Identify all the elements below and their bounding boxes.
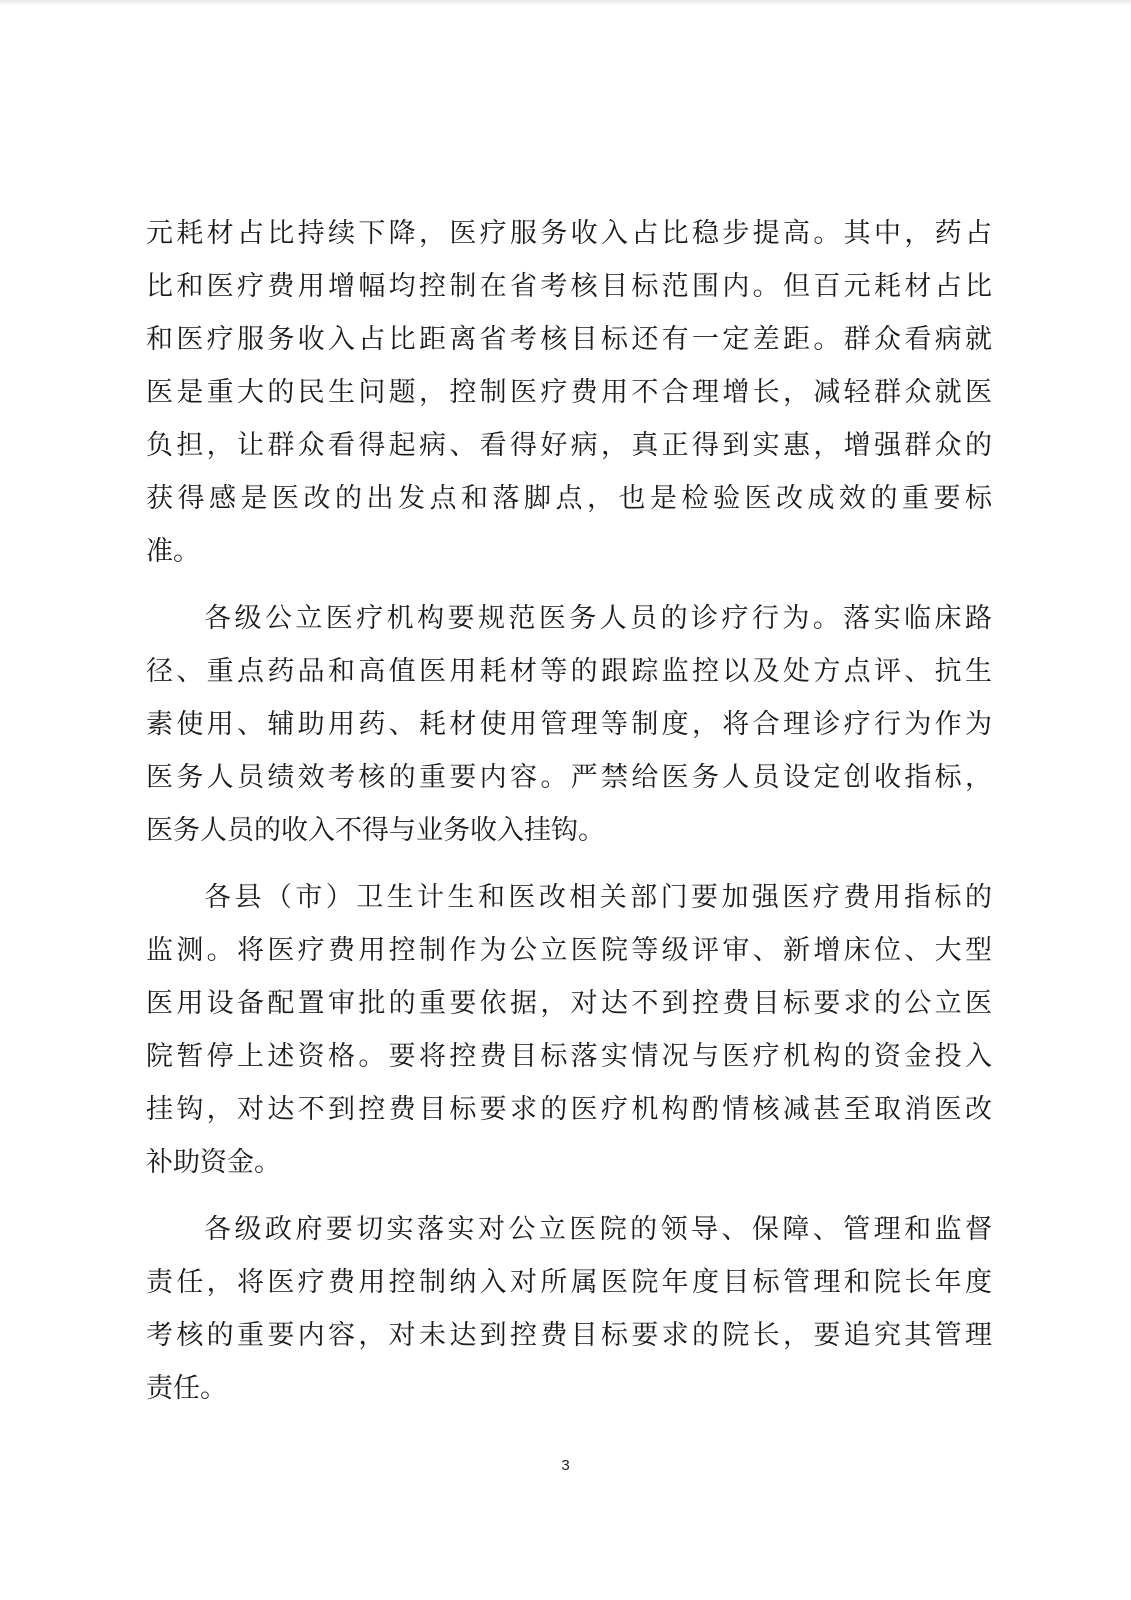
text-line: 各级政府要切实落实对公立医院的领导、保障、管理和监督: [204, 1214, 992, 1245]
paragraph-gap: [146, 578, 992, 592]
text-line: 和医疗服务收入占比距离省考核目标还有一定差距。群众看病就: [146, 324, 992, 355]
paragraph-gap: [146, 857, 992, 871]
text-line: 元耗材占比持续下降，医疗服务收入占比稳步提高。其中，药占: [146, 218, 992, 249]
text-line: 各级公立医疗机构要规范医务人员的诊疗行为。落实临床路: [204, 603, 992, 634]
text-line: 各县（市）卫生计生和医改相关部门要加强医疗费用指标的: [204, 882, 992, 913]
text-line: 责任，将医疗费用控制纳入对所属医院年度目标管理和院长年度: [146, 1267, 992, 1298]
paragraph: [146, 871, 992, 1189]
text-line: 准。: [146, 536, 200, 567]
text-line: 比和医疗费用增幅均控制在省考核目标范围内。但百元耗材占比: [146, 271, 992, 302]
paragraph: [146, 592, 992, 857]
paragraph: [146, 1203, 992, 1415]
text-line: 医务人员绩效考核的重要内容。严禁给医务人员设定创收指标，: [146, 762, 992, 793]
text-line: 院暂停上述资格。要将控费目标落实情况与医疗机构的资金投入: [146, 1041, 992, 1072]
scan-edge: [0, 0, 1131, 6]
text-line: 医用设备配置审批的重要依据，对达不到控费目标要求的公立医: [146, 988, 992, 1019]
paragraph-gap: [146, 1189, 992, 1203]
text-line: 医务人员的收入不得与业务收入挂钩。: [146, 815, 605, 846]
text-line: 素使用、辅助用药、耗材使用管理等制度，将合理诊疗行为作为: [146, 709, 992, 740]
text-line: 获得感是医改的出发点和落脚点，也是检验医改成效的重要标: [146, 483, 992, 514]
text-line: 径、重点药品和高值医用耗材等的跟踪监控以及处方点评、抗生: [146, 656, 992, 687]
text-line: 挂钩，对达不到控费目标要求的医疗机构酌情核减甚至取消医改: [146, 1094, 992, 1125]
text-line: 考核的重要内容，对未达到控费目标要求的院长，要追究其管理: [146, 1320, 992, 1351]
document-body: [146, 207, 992, 1415]
text-line: 医是重大的民生问题，控制医疗费用不合理增长，减轻群众就医: [146, 377, 992, 408]
text-line: 补助资金。: [146, 1147, 281, 1178]
text-line: 监测。将医疗费用控制作为公立医院等级评审、新增床位、大型: [146, 935, 992, 966]
text-line: 负担，让群众看得起病、看得好病，真正得到实惠，增强群众的: [146, 430, 992, 461]
text-line: 责任。: [146, 1373, 227, 1404]
paragraph: [146, 207, 992, 578]
page-number: 3: [561, 1457, 570, 1474]
